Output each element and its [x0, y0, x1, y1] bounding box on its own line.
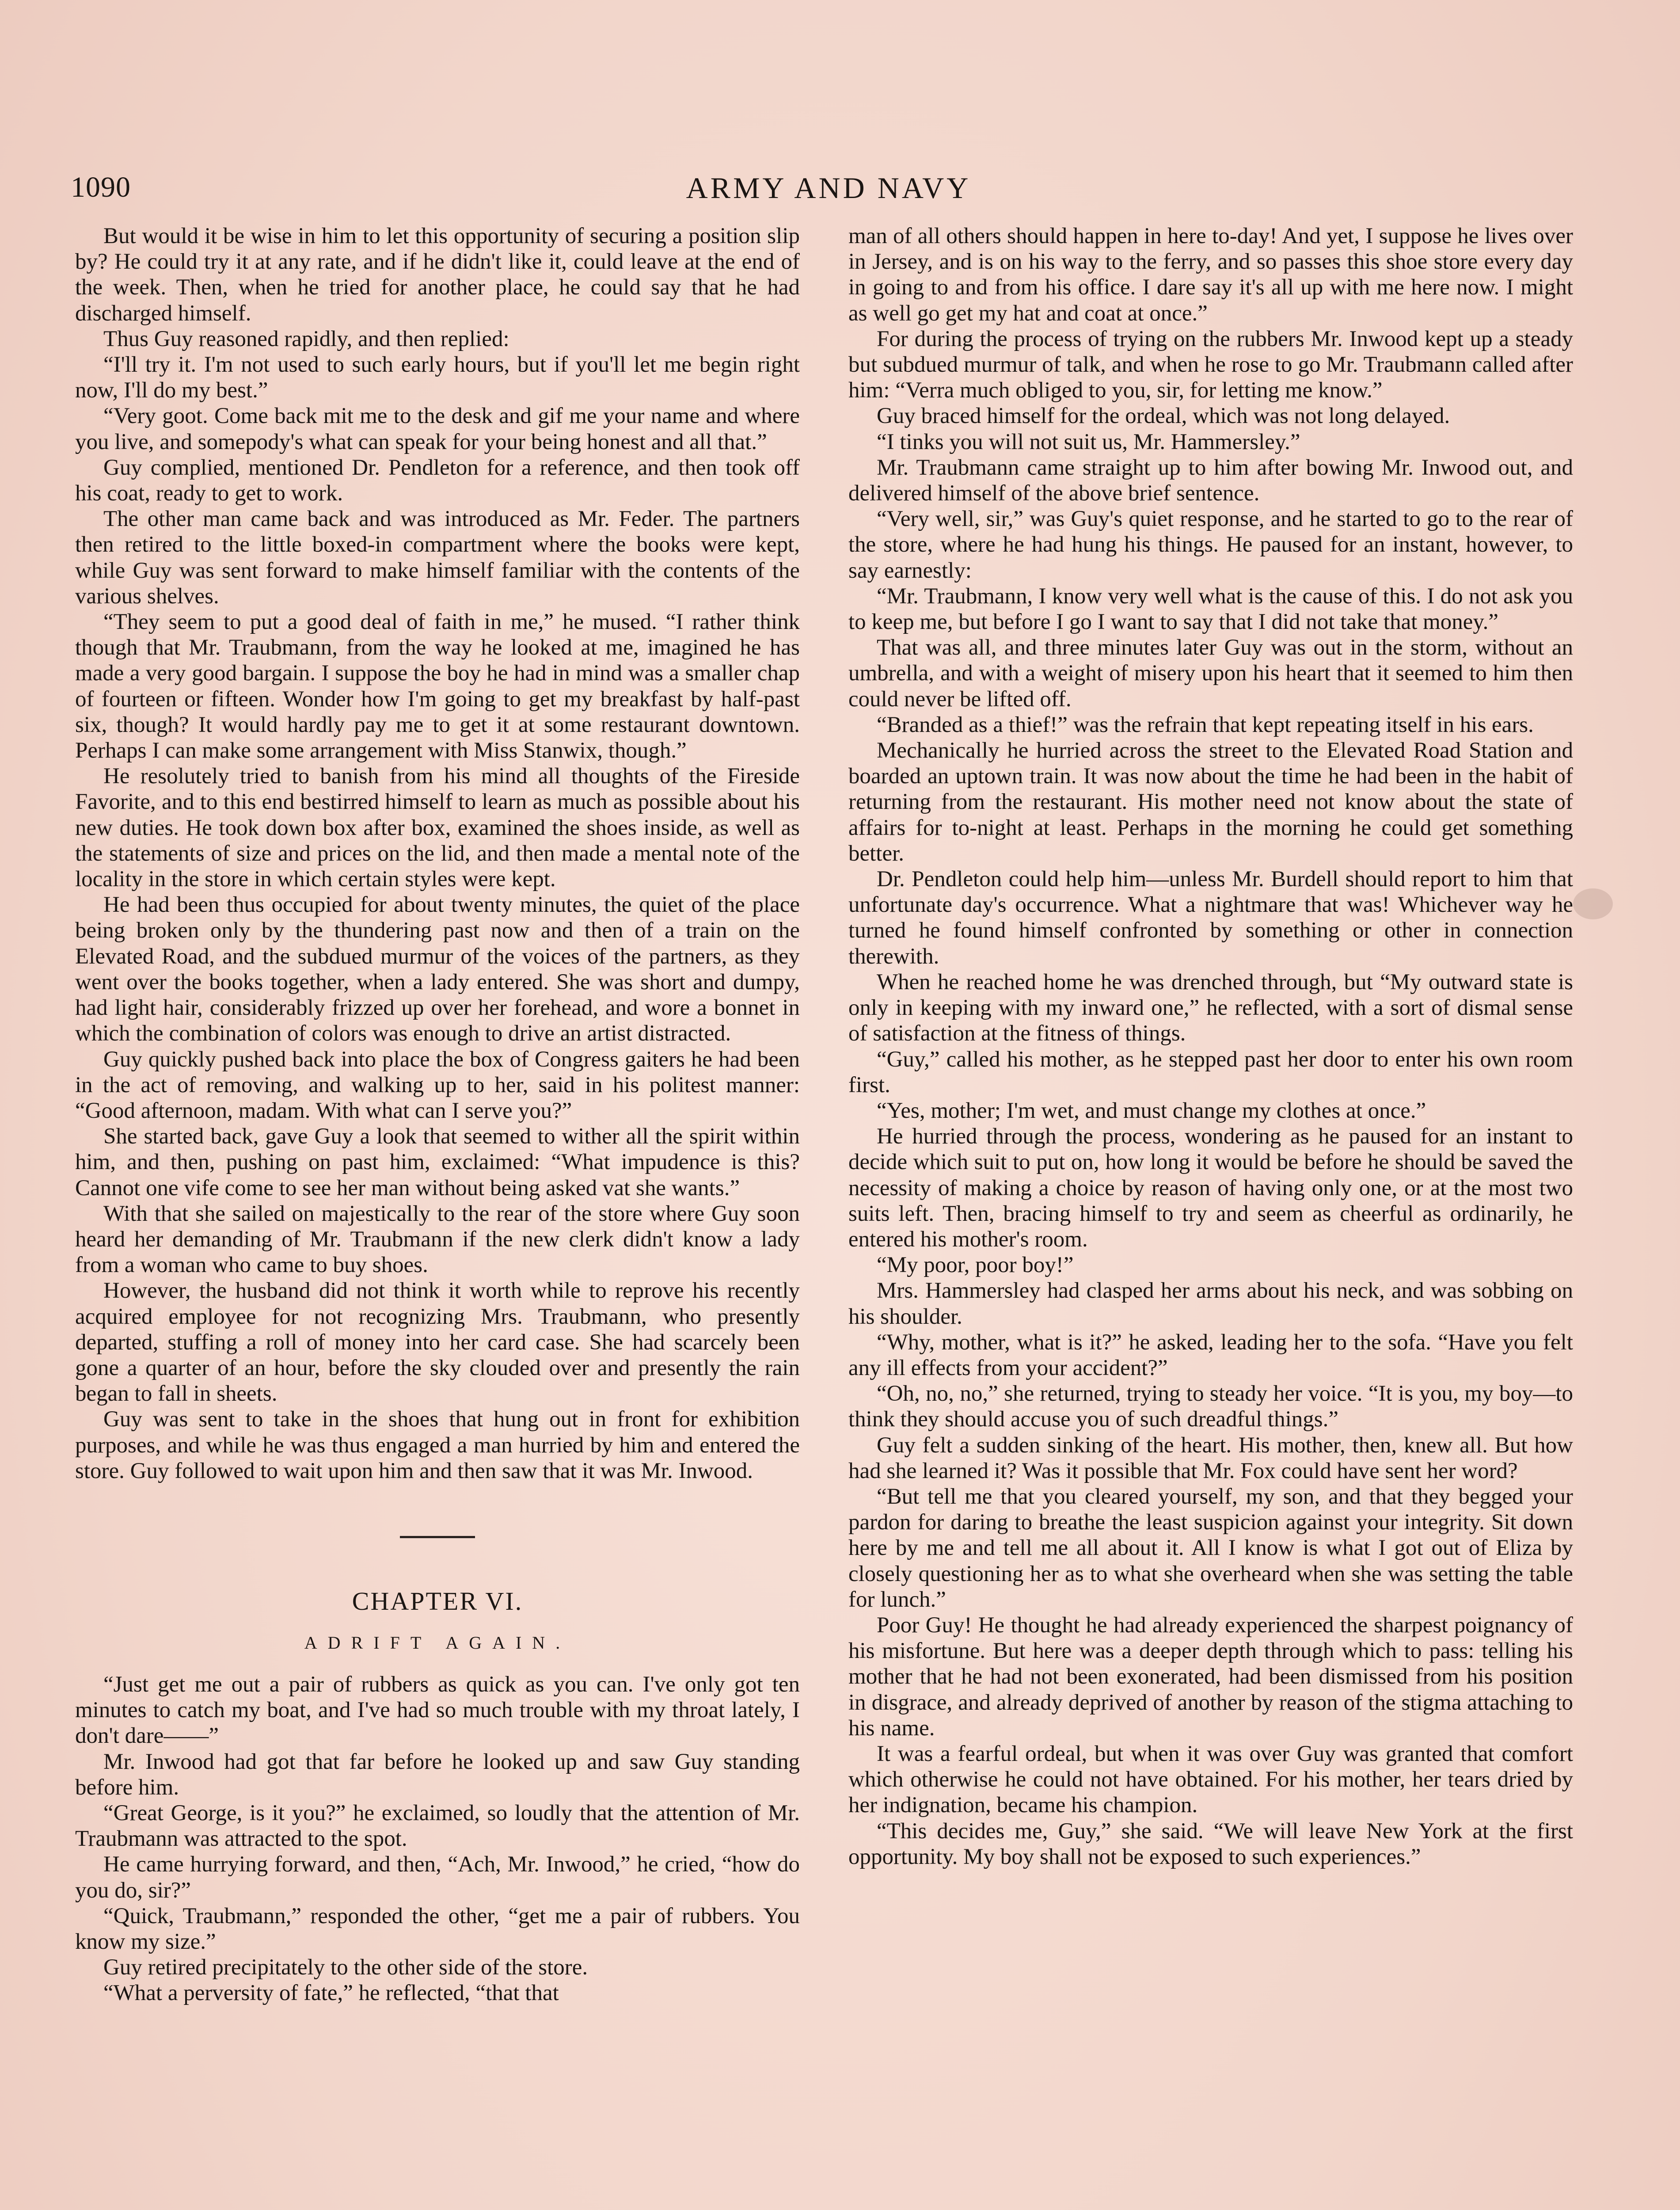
page-header	[71, 171, 1586, 210]
paragraph: “Very well, sir,” was Guy's quiet response, and he started to go to the rear of the store, where he had hung his things. He paused for an instant, however, to say earnestly:	[848, 507, 1573, 583]
paragraph: However, the husband did not think it worth while to reprove his recently acquired employee for not recognizing Mrs. Traubmann, who presently departed, stuffing a roll of money into her card case. She had scarcely been gone a quarter of an hour, before the sky clouded over and presently the rain began to fall in sheets.	[75, 1278, 800, 1406]
paragraph: “Yes, mother; I'm wet, and must change my clothes at once.”	[877, 1098, 1426, 1123]
running-head: ARMY AND NAVY	[686, 171, 971, 205]
paragraph: Mrs. Hammersley had clasped her arms about his neck, and was sobbing on his shoulder.	[848, 1278, 1573, 1329]
paragraph: “I tinks you will not suit us, Mr. Hammersley.”	[877, 429, 1300, 454]
chapter-title: CHAPTER VI.	[352, 1586, 523, 1616]
paragraph: But would it be wise in him to let this opportunity of securing a position slip by? He could try it at any rate, and if he didn't like it, could leave at the end of the week. Then, when he tried for another place, he could say that he had discharged himself.	[75, 224, 800, 326]
paragraph: “I'll try it. I'm not used to such early hours, but if you'll let me begin right now, I'll do my best.”	[75, 352, 800, 403]
paragraph: “My poor, poor boy!”	[877, 1253, 1074, 1278]
paragraph: Mr. Inwood had got that far before he looked up and saw Guy standing before him.	[75, 1749, 800, 1800]
paragraph: “This decides me, Guy,” she said. “We will leave New York at the first opportunity. My boy shall not be exposed to such experiences.”	[848, 1818, 1573, 1869]
paragraph: She started back, gave Guy a look that seemed to wither all the spirit within him, and then, pushing on past him, exclaimed: “What impudence is this? Cannot one vife come to see her man without being asked vat she wants.”	[75, 1124, 800, 1200]
section-divider-rule	[400, 1536, 475, 1538]
paragraph: He hurried through the process, wondering as he paused for an instant to decide which suit to put on, how long it would be before he should be saved the necessity of making a choice by reason of having only one, or at the most two suits left. Then, bracing himself to try and seem as cheerful as ordinarily, he entered his mother's room.	[848, 1124, 1573, 1252]
paragraph: “Great George, is it you?” he exclaimed, so loudly that the attention of Mr. Traubmann was attracted to the spot.	[75, 1800, 800, 1852]
paragraph: “Quick, Traubmann,” responded the other, “get me a pair of rubbers. You know my size.”	[75, 1903, 800, 1954]
paragraph: With that she sailed on majestically to the rear of the store where Guy soon heard her demanding of Mr. Traubmann if the new clerk didn't know a lady from a woman who came to buy shoes.	[75, 1201, 800, 1278]
page-number: 1090	[71, 171, 131, 203]
left-column	[75, 223, 800, 2006]
paragraph: Guy quickly pushed back into place the box of Congress gaiters he had been in the act of removing, and walking up to her, said in his politest manner: “Good afternoon, madam. With what can I serve you?”	[75, 1047, 800, 1123]
chapter-subtitle: ADRIFT AGAIN.	[304, 1632, 571, 1653]
paragraph: He had been thus occupied for about twenty minutes, the quiet of the place being broken only by the thundering past now and then of a train on the Elevated Road, and the subdued murmur of the voices of the partners, as they went over the books together, when a lady entered. She was short and dumpy, had light hair, considerably frizzed up over her forehead, and wore a bonnet in which the combination of colors was enough to drive an artist distracted.	[75, 892, 800, 1046]
continued-paragraph: man of all others should happen in here to-day! And yet, I suppose he lives over in Jersey, and is on his way to the ferry, and so passes this shoe store every day in going to and from his office. I dare say it's all up with me here now. I might as well go get my hat and coat at once.”	[848, 224, 1573, 326]
paragraph: “Why, mother, what is it?” he asked, leading her to the sofa. “Have you felt any ill effects from your accident?”	[848, 1330, 1573, 1380]
paragraph: “What a perversity of fate,” he reflected, “that that	[103, 1981, 559, 2006]
paragraph: “But tell me that you cleared yourself, my son, and that they begged your pardon for daring to breathe the least suspicion against your integrity. Sit down here by me and tell me all about it. All I know is what I got out of Eliza by closely questioning her as to what she overheard when she was setting the table for lunch.”	[848, 1484, 1573, 1612]
paragraph: He resolutely tried to banish from his mind all thoughts of the Fireside Favorite, and to this end bestirred himself to learn as much as possible about his new duties. He took down box after box, examined the shoes inside, as well as the statements of size and prices on the lid, and then made a mental note of the locality in the store in which certain styles were kept.	[75, 764, 800, 892]
paragraph: Dr. Pendleton could help him—unless Mr. Burdell should report to him that unfortunate day's occurrence. What a nightmare that was! Whichever way he turned he found himself confronted by something or other in connection therewith.	[848, 867, 1573, 969]
paragraph: It was a fearful ordeal, but when it was over Guy was granted that comfort which otherwise he could not have obtained. For his mother, her tears dried by her indignation, became his champion.	[848, 1741, 1573, 1818]
paragraph: Guy was sent to take in the shoes that hung out in front for exhibition purposes, and while he was thus engaged a man hurried by him and entered the store. Guy followed to wait upon him and then saw that it was Mr. Inwood.	[75, 1407, 800, 1483]
paragraph: Guy complied, mentioned Dr. Pendleton for a reference, and then took off his coat, ready to get to work.	[75, 455, 800, 506]
paragraph: “Oh, no, no,” she returned, trying to steady her voice. “It is you, my boy—to think they should accuse you of such dreadful things.”	[848, 1381, 1573, 1432]
paragraph: That was all, and three minutes later Guy was out in the storm, without an umbrella, and with a weight of misery upon his heart that it seemed to him then could never be lifted off.	[848, 635, 1573, 712]
paragraph: “Branded as a thief!” was the refrain that kept repeating itself in his ears.	[877, 712, 1534, 737]
paragraph: He came hurrying forward, and then, “Ach, Mr. Inwood,” he cried, “how do you do, sir?”	[75, 1852, 800, 1903]
right-paragraphs	[848, 326, 1573, 1870]
paragraph: “Very goot. Come back mit me to the desk and gif me your name and where you live, and somepody's what can speak for your being honest and all that.”	[75, 404, 800, 454]
paragraph: “Guy,” called his mother, as he stepped past her door to enter his own room first.	[848, 1047, 1573, 1097]
paragraph: The other man came back and was introduced as Mr. Feder. The partners then retired to the little boxed-in compartment where the books were kept, while Guy was sent forward to make himself familiar with the contents of the various shelves.	[75, 507, 800, 609]
paragraph: Mr. Traubmann came straight up to him after bowing Mr. Inwood out, and delivered himself of the above brief sentence.	[848, 455, 1573, 506]
paragraph: Guy retired precipitately to the other side of the store.	[103, 1955, 588, 1980]
paragraph: “They seem to put a good deal of faith in me,” he mused. “I rather think though that Mr. Traubmann, from the way he looked at me, imagined he has made a very good bargain. I suppose the boy he had in mind was a smaller chap of fourteen or fifteen. Wonder how I'm going to get my breakfast by half-past six, though? It would hardly pay me to get it at some restaurant downtown. Perhaps I can make some arrangement with Miss Stanwix, though.”	[75, 610, 800, 763]
paper-stain	[1573, 888, 1613, 919]
right-column	[848, 223, 1573, 1870]
paragraph: “Mr. Traubmann, I know very well what is the cause of this. I do not ask you to keep me, but before I go I want to say that I did not take that money.”	[848, 583, 1573, 635]
paragraph: Guy felt a sudden sinking of the heart. His mother, then, knew all. But how had she learned it? Was it possible that Mr. Fox could have sent her word?	[848, 1433, 1573, 1483]
left-paragraphs-after-chapter	[75, 1672, 800, 2006]
paragraph: Guy braced himself for the ordeal, which was not long delayed.	[877, 404, 1450, 429]
paragraph: When he reached home he was drenched through, but “My outward state is only in keeping with my inward one,” he reflected, with a sort of dismal sense of satisfaction at the fitness of things.	[848, 969, 1573, 1046]
paragraph: For during the process of trying on the rubbers Mr. Inwood kept up a steady but subdued murmur of talk, and when he rose to go Mr. Traubmann called after him: “Verra much obliged to you, sir, for letting me know.”	[848, 326, 1573, 403]
paragraph: “Just get me out a pair of rubbers as quick as you can. I've only got ten minutes to catch my boat, and I've had so much trouble with my throat lately, I don't dare——”	[75, 1672, 800, 1749]
left-paragraphs-before-chapter	[75, 223, 800, 1484]
paragraph: Mechanically he hurried across the street to the Elevated Road Station and boarded an uptown train. It was now about the time he had been in the habit of returning from the restaurant. His mother need not know about the state of affairs for to-night at least. Perhaps in the morning he could get something better.	[848, 738, 1573, 866]
paragraph: Thus Guy reasoned rapidly, and then replied:	[103, 326, 509, 351]
paragraph: Poor Guy! He thought he had already experienced the sharpest poignancy of his misfortune. But here was a deeper depth through which to pass: telling his mother that he had not been exonerated, had been dismissed from his position in disgrace, and already deprived of another by reason of the stigma attaching to his name.	[848, 1612, 1573, 1741]
